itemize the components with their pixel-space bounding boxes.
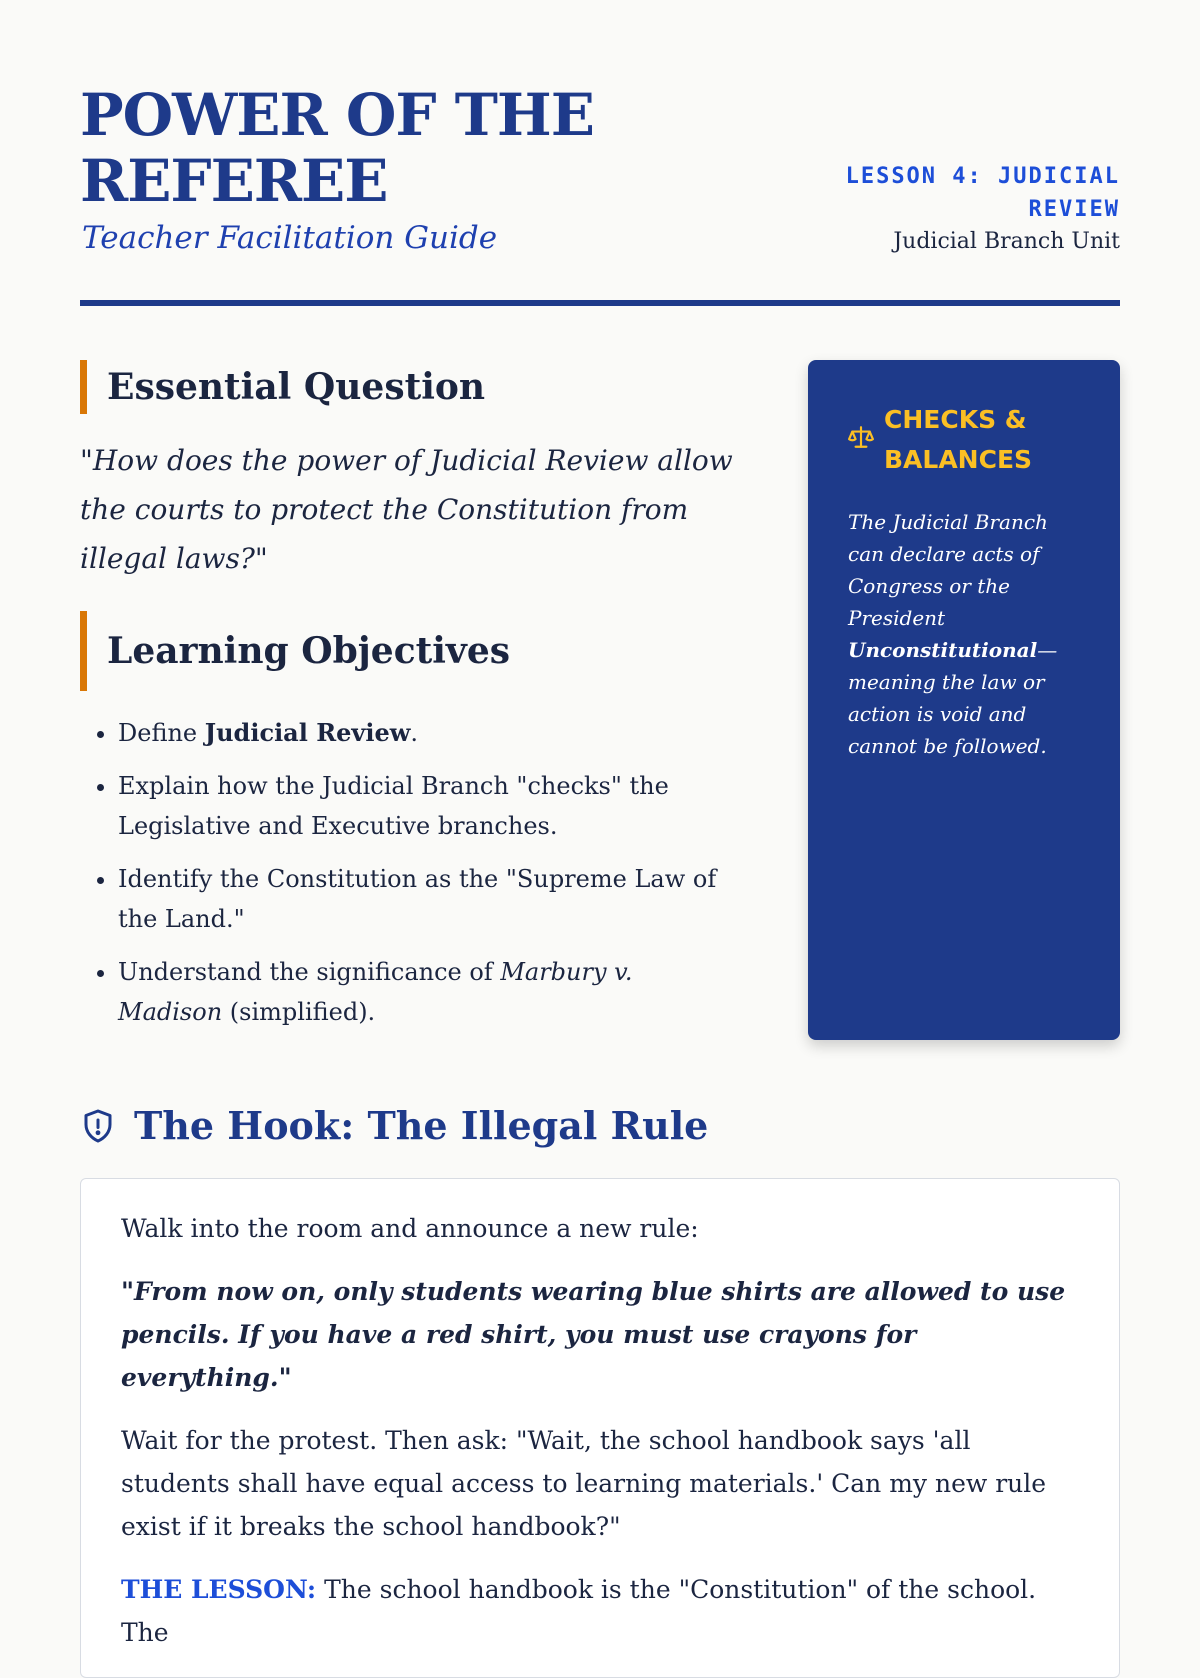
list-item: • Understand the significance of Marbury v. Madison (simplified). [118,952,740,1032]
hook-quote: "From now on, only students wearing blue shirts are allowed to use pencils. If you have a red shirt, you must use crayons for everything." [121,1277,1066,1392]
case-name: Marbury v. Madison [118,958,633,1026]
shield-alert-icon [80,1107,116,1145]
hook-heading [80,1096,1120,1156]
sidebar-title-row [848,400,1082,480]
document-title: POWER OF THE REFEREE [80,81,594,215]
list-item: • Explain how the Judicial Branch "checks" the Legislative and Executive branches. [118,766,740,846]
unit-label: Judicial Branch Unit [893,229,1120,254]
hook-title: The Hook: The Illegal Rule [134,1103,709,1148]
objectives-list [80,713,740,1032]
lesson-info [820,160,1120,258]
checks-balances-sidebar [808,360,1120,1040]
judicial-review-term: Judicial Review [204,718,411,747]
lesson-tag: THE LESSON: [121,1575,317,1604]
hook-section [80,1096,1120,1678]
document-header [80,82,1120,306]
hook-intro: Walk into the room and announce a new rule: [121,1214,699,1243]
sidebar-text: The Judicial Branch can declare acts of Congress or the President Unconstitutional—meaning the law or action is void and cannot be followed. [848,510,1058,758]
unconstitutional-term: Unconstitutional [848,638,1038,662]
document-subtitle: Teacher Facilitation Guide [82,220,498,256]
sidebar-title: CHECKS & BALANCES [884,405,1033,474]
list-item: • Define Judicial Review. [118,713,740,753]
learning-objectives-heading: Learning Objectives [80,611,740,691]
essential-question-heading: Essential Question [80,360,740,414]
scale-icon [848,424,874,450]
list-item: • Identify the Constitution as the "Supreme Law of the Land." [118,859,740,939]
essential-question-text: "How does the power of Judicial Review allow the courts to protect the Constitution from illegal laws?" [80,444,733,575]
intro-section [80,360,1120,1040]
lesson-label: LESSON 4: JUDICIAL REVIEW [845,164,1120,222]
left-column [80,360,740,1045]
hook-box [80,1178,1120,1678]
hook-lesson: THE LESSON: The school handbook is the "Constitution" of the school. The [121,1575,1037,1647]
hook-followup: Wait for the protest. Then ask: "Wait, the school handbook says 'all students shall have equal access to learning materials.' Can my new rule exist if it breaks the school handbook?" [121,1426,1047,1541]
